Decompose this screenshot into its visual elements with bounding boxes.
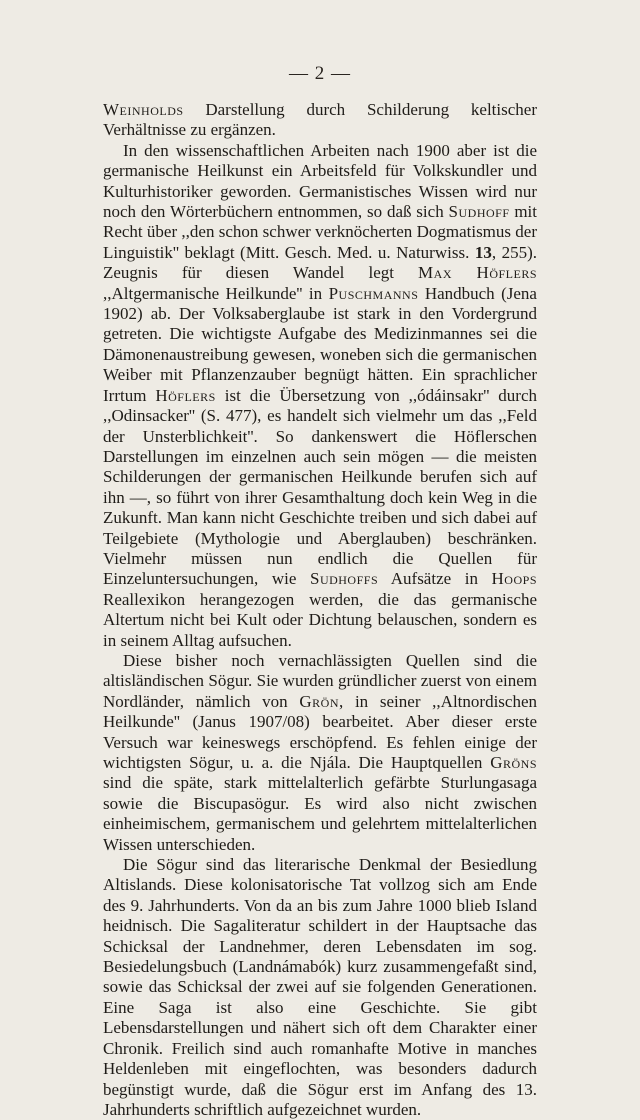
paragraph	[103, 100, 537, 141]
paragraph	[103, 141, 537, 651]
paragraph	[103, 651, 537, 855]
text-run: Reallexikon herangezogen werden, die das germanische Altertum nicht bei Kult oder Dichtung belauschen, sondern es in seinem Alltag aufsuchen.	[103, 589, 537, 650]
page-number: — 2 —	[289, 63, 351, 84]
text-run: Darstellung durch Schilderung keltischer Verhältnisse zu ergänzen.	[103, 100, 537, 140]
volume-number: 13	[474, 242, 492, 262]
author-name: Sudhoff	[448, 202, 510, 222]
author-name: Max Höflers	[418, 263, 537, 283]
author-name: Hoops	[491, 569, 537, 589]
text-run: Aufsätze in	[378, 569, 492, 589]
text-run: ,,Altgermanische Heilkunde'' in	[103, 283, 329, 303]
author-name: Grön	[299, 691, 339, 711]
text-run: Diese bisher noch vernachlässigten Quellen sind die altisländischen Sögur. Sie wurden gründlicher zuerst von einem Nordländer, nämlich von	[103, 650, 537, 711]
author-name: Gröns	[490, 753, 537, 772]
text-run: , 255). Zeugnis für diesen Wandel legt	[103, 242, 537, 283]
author-name: Höflers	[155, 385, 216, 405]
text-run: Die Sögur sind das literarische Denkmal der Besiedlung Altislands. Diese kolonisatorische Tat vollzog sich am Ende des 9. Jahrhunderts. Von da an bis zum Jahre 1000 blieb Island heidnisch. Die Sagaliteratur schildert in der Hauptsache das Schicksal der Landnehmer, deren Lebensdaten im sog. Besiedelungsbuch (Landnámabók) kurz zusammengefaßt sind, sowie das Schicksal der zwei auf sie folgenden Generationen. Eine Saga ist also eine Geschichte. Sie gibt Lebensdarstellungen und nähert sich oft dem Charakter einer Chronik. Freilich sind auch romanhafte Motive in manches Heldenleben mit eingeflochten, was besonders dadurch begünstigt wurde, daß die Sögur erst im Anfang des 13. Jahrhunderts schriftlich aufgezeichnet wurden.	[103, 855, 537, 1119]
body-text	[103, 100, 537, 1120]
text-run: In den wissenschaftlichen Arbeiten nach 1900 aber ist die germanische Heilkunst ein Arbeitsfeld für Volkskundler und Kulturhistoriker geworden. Germanistisches Wissen wird nur noch den Wörterbüchern entnommen, so daß sich	[103, 140, 537, 222]
text-run: sind die späte, stark mittelalterlich gefärbte Sturlungasaga sowie die Biscupasögur. Es wird also nicht zwischen einheimischem, germanischem und gelehrtem mittelalterlichen Wissen unterschieden.	[103, 773, 537, 854]
text-run: ist die Übersetzung von ,,ódáinsakr'' durch ,,Odinsacker'' (S. 477), es handelt sich vielmehr um das ,,Feld der Unsterblichkeit''. So dankenswert die Höflerschen Darstellungen im einzelnen auch sein mögen — die meisten Schilderungen der germanischen Heilkunde berufen sich auf ihn —, so führt von ihrer Gesamthaltung doch kein Weg in die Zukunft. Man kann nicht Geschichte treiben und sich dabei auf Teilgebiete (Mythologie und Aberglauben) beschränken. Vielmehr müssen nun endlich die Quellen für Einzeluntersuchungen, wie	[103, 385, 537, 589]
text-run: mit Recht über ,,den schon schwer verknöcherten Dogmatismus der Linguistik'' beklagt (Mitt. Gesch. Med. u. Naturwiss.	[103, 202, 537, 262]
author-name: Puschmanns	[328, 283, 419, 303]
text-run: Handbuch (Jena 1902) ab. Der Volksaberglaube ist stark in den Vordergrund getreten. Die wichtigste Aufgabe des Medizinmannes sei die Dämonenaustreibung gewesen, woneben sich die germanischen Weiber mit Pflanzenzauber begnügt hätten. Ein sprachlicher Irrtum	[103, 283, 537, 405]
author-name: Weinholds	[103, 100, 184, 119]
paragraph	[103, 855, 537, 1120]
text-run: , in seiner ,,Altnordischen Heilkunde'' (Janus 1907/08) bearbeitet. Aber dieser erste Versuch war keineswegs erschöpfend. Es fehlen einige der wichtigsten Sögur, u. a. die Njála. Die Hauptquellen	[103, 691, 537, 772]
author-name: Sudhoffs	[309, 569, 379, 589]
